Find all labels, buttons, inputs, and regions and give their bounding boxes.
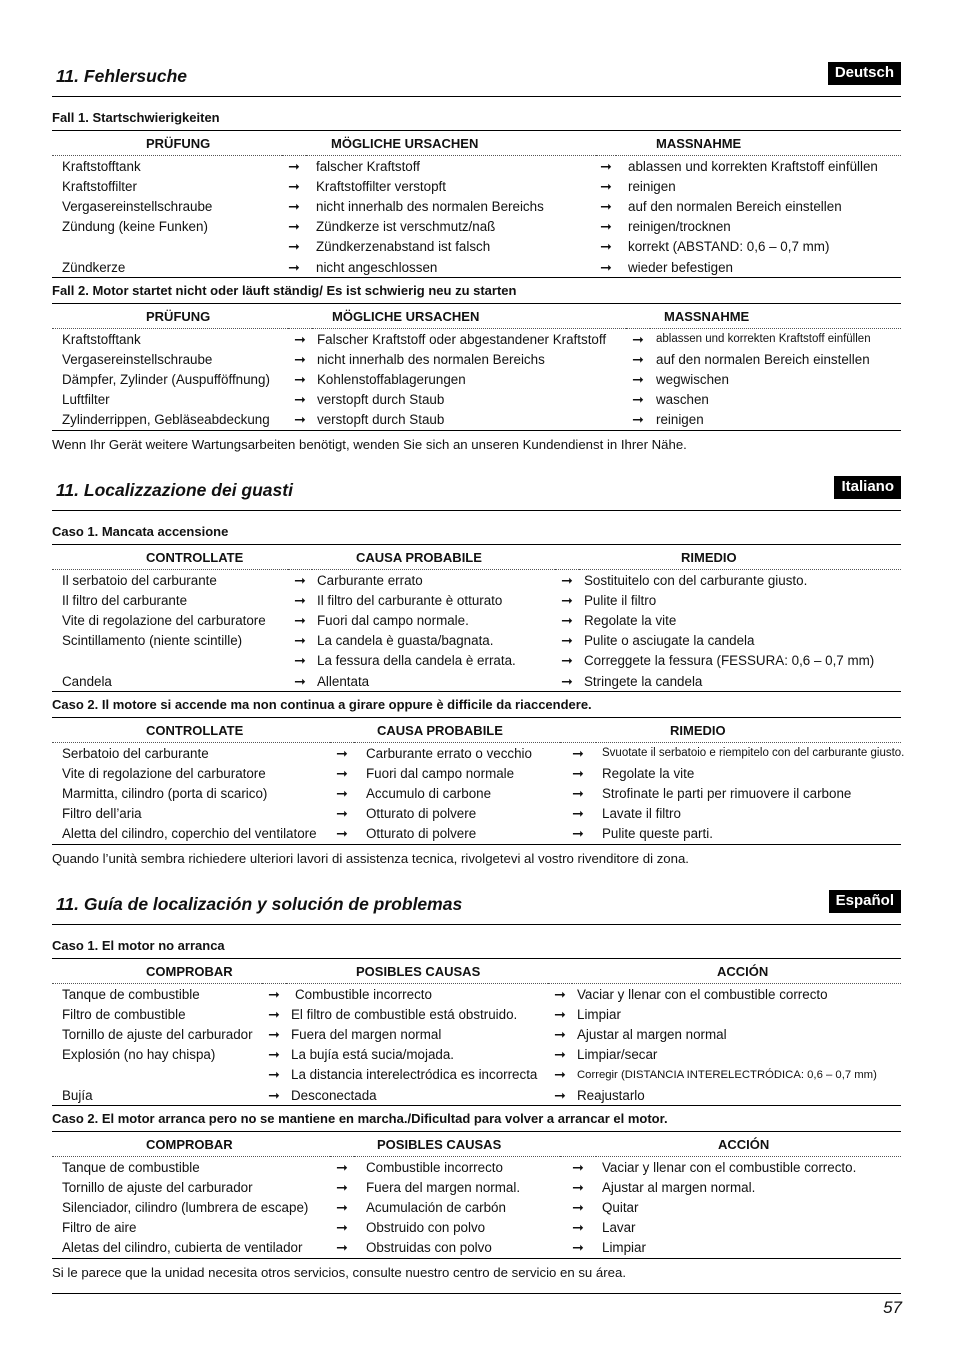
table-row [52,1004,901,1024]
table-header-row [52,131,901,156]
remedy-cell: Sostituitelo con del carburante giusto. [584,572,808,588]
table-row [52,1157,901,1178]
arrow-icon: ➞ [336,825,348,842]
section-header [52,62,901,97]
remedy-cell: waschen [656,392,709,408]
cause-cell: Kohlenstoffablagerungen [317,372,466,388]
table-row [52,1198,901,1218]
check-cell: Aletas del cilindro, cubierta de ventilador [62,1240,303,1256]
cause-cell: La candela è guasta/bagnata. [317,633,494,649]
cause-cell: Desconectada [291,1087,377,1103]
arrow-icon: ➞ [561,652,573,669]
table-row [52,804,901,824]
arrow-icon: ➞ [294,391,306,408]
check-cell: Kraftstoffilter [62,178,137,194]
cause-cell: Allentata [317,673,370,689]
cause-cell: Zündkerze ist verschmutz/naß [316,219,496,235]
arrow-icon: ➞ [336,764,348,781]
cause-cell: nicht innerhalb des normalen Bereichs [316,198,544,214]
troubleshooting-table [52,544,901,692]
case-title: Fall 2. Motor startet nicht oder läuft ständig/ Es ist schwierig neu zu starten [52,283,517,299]
cause-cell: Fuori dal campo normale. [317,612,469,628]
table-row [52,217,901,237]
cause-cell: Carburante errato o vecchio [366,745,532,761]
arrow-icon: ➞ [288,218,300,235]
section-deutsch [52,62,901,467]
footnote: Wenn Ihr Gerät weitere Wartungsarbeiten benötigt, wenden Sie sich an unseren Kundendienst in Ihrer Nähe. [52,437,687,453]
arrow-icon: ➞ [268,1046,280,1063]
arrow-icon: ➞ [572,764,584,781]
remedy-cell: Stringete la candela [584,673,703,689]
check-cell: Silenciador, cilindro (lumbrera de escape) [62,1200,309,1216]
arrow-icon: ➞ [288,197,300,214]
section-header [52,890,901,925]
cause-cell: Fuera del margen normal. [366,1179,521,1195]
cause-cell: La distancia interelectródica es incorrecta [291,1067,538,1083]
cause-cell: La bujía está sucia/mojada. [291,1047,455,1063]
table-row [52,570,901,591]
arrow-icon: ➞ [294,350,306,367]
remedy-cell: Lavate il filtro [602,806,681,822]
section-title: 11. Fehlersuche [56,66,187,86]
case-title: Caso 2. El motor arranca pero no se mantiene en marcha./Dificultad para volver a arrancar el motor. [52,1111,668,1127]
table-header-row [52,718,901,743]
remedy-cell: korrekt (ABSTAND: 0,6 – 0,7 mm) [628,239,830,255]
check-cell: Candela [62,673,112,689]
remedy-cell: wieder befestigen [628,259,733,275]
page-number: 57 [883,1298,902,1317]
cause-cell: verstopft durch Staub [317,412,445,428]
arrow-icon: ➞ [632,371,644,388]
remedy-cell: ablassen und korrekten Kraftstoff einfüllen [628,158,878,174]
table-row [52,1238,901,1259]
section-title: 11. Localizzazione dei guasti [56,480,293,500]
table-row [52,763,901,783]
arrow-icon: ➞ [554,1066,566,1083]
remedy-cell: Lavar [602,1220,636,1236]
check-cell: Filtro de aire [62,1220,137,1236]
check-cell: Zündkerze [62,259,126,275]
arrow-icon: ➞ [288,238,300,255]
column-header: ACCIÓN [572,959,901,984]
check-cell: Dämpfer, Zylinder (Auspufföffnung) [62,372,270,388]
arrow-icon: ➞ [294,672,306,689]
remedy-cell: Quitar [602,1200,639,1216]
check-cell: Tornillo de ajuste del carburador [62,1179,253,1195]
remedy-cell: Corregir (DISTANCIA INTERELECTRÓDICA: 0,6 – 0,7 mm) [577,1068,877,1081]
table-header-row [52,304,901,329]
table-row [52,410,901,431]
column-header: RIMEDIO [596,718,901,743]
column-header: COMPROBAR [52,1132,330,1157]
arrow-icon: ➞ [336,1199,348,1216]
cause-cell: Fuori dal campo normale [366,765,515,781]
column-header: PRÜFUNG [52,131,282,156]
table-row [52,984,901,1005]
table-row [52,237,901,257]
arrow-icon: ➞ [294,611,306,628]
remedy-cell: Vaciar y llenar con el combustible correcto. [602,1159,857,1175]
cause-cell: nicht angeschlossen [316,259,438,275]
check-cell: Marmitta, cilindro (porta di scarico) [62,786,268,802]
remedy-cell: Pulite il filtro [584,592,657,608]
check-cell: Bujía [62,1087,93,1103]
remedy-cell: Svuotate il serbatoio e riempitelo con del carburante giusto. [602,747,905,760]
column-header: CONTROLLATE [52,718,330,743]
table-row [52,390,901,410]
cause-cell: Combustible incorrecto [295,986,432,1002]
cause-cell: Accumulo di carbone [366,786,492,802]
arrow-icon: ➞ [572,744,584,761]
remedy-cell: Pulite queste parti. [602,826,713,842]
check-cell [52,651,288,671]
table-row [52,1024,901,1044]
check-cell: Luftfilter [62,392,110,408]
arrow-icon: ➞ [561,672,573,689]
case-title: Caso 1. El motor no arranca [52,938,225,953]
check-cell [52,237,282,257]
check-cell: Filtro dell’aria [62,806,142,822]
arrow-icon: ➞ [600,177,612,194]
cause-cell: Fuera del margen normal [291,1026,442,1042]
troubleshooting-table [52,130,901,278]
check-cell: Tanque de combustible [62,986,200,1002]
remedy-cell: reinigen [628,178,676,194]
check-cell: Vite di regolazione del carburatore [62,765,266,781]
remedy-cell: Limpiar/secar [577,1047,658,1063]
arrow-icon: ➞ [336,805,348,822]
check-cell: Tornillo de ajuste del carburador [62,1026,253,1042]
column-header: POSIBLES CAUSAS [286,959,548,984]
column-header: CAUSA PROBABILE [354,718,560,743]
table-header-row [52,1132,901,1157]
arrow-icon: ➞ [572,1178,584,1195]
column-header: CONTROLLATE [52,545,288,570]
footnote: Quando l’unità sembra richiedere ulteriori lavori di assistenza tecnica, rivolgetevi al vostro rivenditore di zona. [52,851,689,867]
arrow-icon: ➞ [294,411,306,428]
check-cell: Zylinderrippen, Gebläseabdeckung [62,412,270,428]
arrow-icon: ➞ [294,330,306,347]
table-row [52,176,901,196]
section-title: 11. Guía de localización y solución de problemas [56,894,463,914]
arrow-icon: ➞ [268,1086,280,1103]
check-cell: Scintillamento (niente scintille) [62,633,243,649]
cause-cell: El filtro de combustible está obstruido. [291,1006,518,1022]
remedy-cell: Limpiar [602,1240,646,1256]
arrow-icon: ➞ [288,157,300,174]
cause-cell: Kraftstoffilter verstopft [316,178,446,194]
cause-cell: Acumulación de carbón [366,1200,506,1216]
case-title: Caso 2. Il motore si accende ma non continua a girare oppure è difficile da riaccendere. [52,697,592,713]
arrow-icon: ➞ [561,611,573,628]
cause-cell: nicht innerhalb des normalen Bereichs [317,351,545,367]
column-header: MASSNAHME [650,304,901,329]
column-header: PRÜFUNG [52,304,288,329]
arrow-icon: ➞ [561,632,573,649]
remedy-cell: Regolate la vite [602,765,695,781]
table-row [52,784,901,804]
table-header-row [52,959,901,984]
arrow-icon: ➞ [632,350,644,367]
check-cell: Vergasereinstellschraube [62,198,213,214]
cause-cell: Otturato di polvere [366,806,477,822]
troubleshooting-table [52,717,905,845]
cause-cell: Combustible incorrecto [366,1159,503,1175]
table-row [52,743,901,764]
arrow-icon: ➞ [572,1239,584,1256]
arrow-icon: ➞ [336,744,348,761]
arrow-icon: ➞ [554,1005,566,1022]
cause-cell: Il filtro del carburante è otturato [317,592,503,608]
arrow-icon: ➞ [554,1046,566,1063]
remedy-cell: reinigen/trocknen [628,219,731,235]
bottom-rule [52,1293,901,1294]
arrow-icon: ➞ [336,1219,348,1236]
column-header: ACCIÓN [596,1132,901,1157]
arrow-icon: ➞ [268,1066,280,1083]
arrow-icon: ➞ [336,1158,348,1175]
check-cell: Il filtro del carburante [62,592,188,608]
check-cell: Filtro de combustible [62,1006,186,1022]
check-cell: Aletta del cilindro, coperchio del ventilatore [62,826,317,842]
arrow-icon: ➞ [294,371,306,388]
table-row [52,329,901,350]
check-cell [52,1065,262,1085]
case-title: Fall 1. Startschwierigkeiten [52,110,220,125]
cause-cell: Obstruidas con polvo [366,1240,492,1256]
remedy-cell: ablassen und korrekten Kraftstoff einfüllen [656,333,871,346]
arrow-icon: ➞ [572,785,584,802]
cause-cell: Otturato di polvere [366,826,477,842]
remedy-cell: auf den normalen Bereich einstellen [656,351,870,367]
table-row [52,1177,901,1197]
arrow-icon: ➞ [554,985,566,1002]
arrow-icon: ➞ [632,411,644,428]
arrow-icon: ➞ [294,591,306,608]
section-espanol [52,890,901,1295]
arrow-icon: ➞ [288,177,300,194]
column-header: CAUSA PROBABILE [312,545,555,570]
remedy-cell: wegwischen [656,372,729,388]
table-row [52,370,901,390]
arrow-icon: ➞ [600,157,612,174]
table-row [52,1085,901,1106]
remedy-cell: Strofinate le parti per rimuovere il carbone [602,786,852,802]
remedy-cell: reinigen [656,412,704,428]
cause-cell: Falscher Kraftstoff oder abgestandener Kraftstoff [317,331,607,347]
column-header: MÖGLICHE URSACHEN [306,131,596,156]
column-header: MASSNAHME [616,131,901,156]
arrow-icon: ➞ [294,652,306,669]
column-header: COMPROBAR [52,959,262,984]
table-row [52,1218,901,1238]
remedy-cell: Correggete la fessura (FESSURA: 0,6 – 0,7 mm) [584,653,875,669]
check-cell: Zündung (keine Funken) [62,219,208,235]
arrow-icon: ➞ [572,825,584,842]
table-row [52,156,901,177]
language-badge: Italiano [834,476,901,499]
arrow-icon: ➞ [294,571,306,588]
arrow-icon: ➞ [268,1005,280,1022]
section-header [52,476,901,511]
troubleshooting-table [52,1131,901,1259]
arrow-icon: ➞ [572,1199,584,1216]
table-row [52,196,901,216]
troubleshooting-table [52,958,901,1106]
table-row [52,349,901,369]
table-row [52,824,901,845]
remedy-cell: Ajustar al margen normal [577,1026,727,1042]
remedy-cell: Pulite o asciugate la candela [584,633,755,649]
case-title: Caso 1. Mancata accensione [52,524,229,539]
remedy-cell: Limpiar [577,1006,621,1022]
footnote: Si le parece que la unidad necesita otros servicios, consulte nuestro centro de servicio en su área. [52,1265,626,1281]
arrow-icon: ➞ [554,1086,566,1103]
check-cell: Kraftstofftank [62,158,141,174]
arrow-icon: ➞ [632,330,644,347]
table-header-row [52,545,901,570]
arrow-icon: ➞ [572,1219,584,1236]
cause-cell: falscher Kraftstoff [316,158,420,174]
arrow-icon: ➞ [268,985,280,1002]
table-row [52,1065,901,1085]
arrow-icon: ➞ [632,391,644,408]
check-cell: Il serbatoio del carburante [62,572,217,588]
troubleshooting-table [52,303,901,431]
arrow-icon: ➞ [561,571,573,588]
column-header: POSIBLES CAUSAS [354,1132,560,1157]
arrow-icon: ➞ [268,1025,280,1042]
arrow-icon: ➞ [288,258,300,275]
remedy-cell: Regolate la vite [584,612,677,628]
arrow-icon: ➞ [336,1239,348,1256]
arrow-icon: ➞ [600,238,612,255]
check-cell: Serbatoio del carburante [62,745,209,761]
remedy-cell: Vaciar y llenar con el combustible correcto [577,986,828,1002]
arrow-icon: ➞ [554,1025,566,1042]
arrow-icon: ➞ [572,805,584,822]
cause-cell: La fessura della candela è errata. [317,653,516,669]
check-cell: Vergasereinstellschraube [62,351,213,367]
arrow-icon: ➞ [600,197,612,214]
arrow-icon: ➞ [336,785,348,802]
cause-cell: Obstruido con polvo [366,1220,486,1236]
section-italiano [52,476,905,881]
check-cell: Kraftstofftank [62,331,141,347]
cause-cell: verstopft durch Staub [317,392,445,408]
table-row [52,651,901,671]
check-cell: Vite di regolazione del carburatore [62,612,266,628]
language-badge: Deutsch [828,62,901,85]
remedy-cell: auf den normalen Bereich einstellen [628,198,842,214]
language-badge: Español [829,890,901,913]
table-row [52,1045,901,1065]
arrow-icon: ➞ [600,218,612,235]
column-header: RIMEDIO [579,545,901,570]
arrow-icon: ➞ [336,1178,348,1195]
arrow-icon: ➞ [294,632,306,649]
table-row [52,590,901,610]
arrow-icon: ➞ [572,1158,584,1175]
check-cell: Explosión (no hay chispa) [62,1047,216,1063]
remedy-cell: Reajustarlo [577,1087,645,1103]
remedy-cell: Ajustar al margen normal. [602,1179,756,1195]
cause-cell: Carburante errato [317,572,423,588]
column-header: MÖGLICHE URSACHEN [312,304,626,329]
arrow-icon: ➞ [600,258,612,275]
table-row [52,257,901,278]
check-cell: Tanque de combustible [62,1159,200,1175]
cause-cell: Zündkerzenabstand ist falsch [316,239,491,255]
table-row [52,610,901,630]
table-row [52,631,901,651]
table-row [52,671,901,692]
arrow-icon: ➞ [561,591,573,608]
